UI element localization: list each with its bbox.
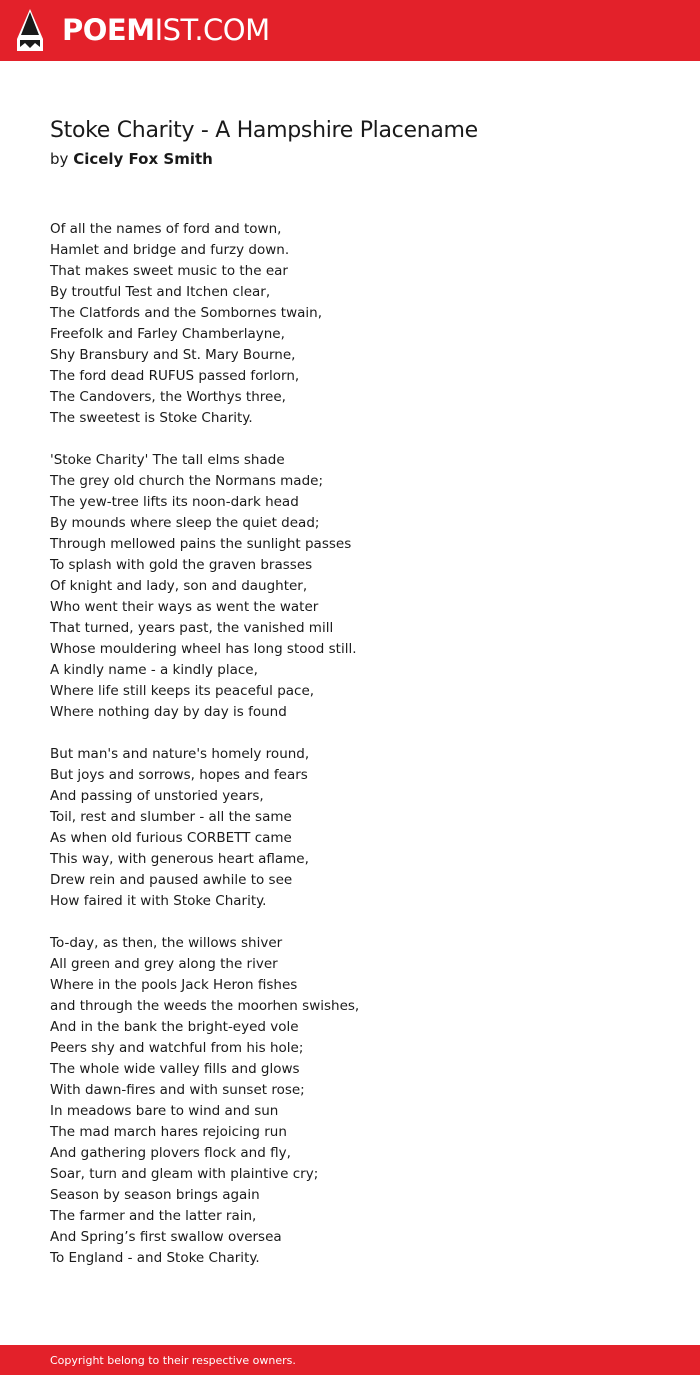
poem-line: The whole wide valley fills and glows [50, 1061, 300, 1077]
poem-line: To splash with gold the graven brasses [50, 557, 313, 573]
poem-line: To England - and Stoke Charity. [50, 1250, 260, 1266]
poem-line: Peers shy and watchful from his hole; [50, 1040, 304, 1056]
poem-line: That turned, years past, the vanished mill [50, 620, 334, 636]
poem-line: By troutful Test and Itchen clear, [50, 284, 271, 300]
poem-line: The sweetest is Stoke Charity. [50, 410, 253, 426]
poem-line: Of all the names of ford and town, [50, 221, 282, 237]
poem-line: All green and grey along the river [50, 956, 278, 972]
poem-body [50, 219, 650, 1269]
poem-line: By mounds where sleep the quiet dead; [50, 515, 320, 531]
poem-line: A kindly name - a kindly place, [50, 662, 258, 678]
byline [50, 148, 213, 170]
poem-line: Soar, turn and gleam with plaintive cry; [50, 1166, 319, 1182]
poem-line: Where nothing day by day is found [50, 704, 287, 720]
poem-line: With dawn-fires and with sunset rose; [50, 1082, 305, 1098]
poem-line: In meadows bare to wind and sun [50, 1103, 279, 1119]
poem-line: How faired it with Stoke Charity. [50, 893, 267, 909]
poem-line: And passing of unstoried years, [50, 788, 264, 804]
poem-line: That makes sweet music to the ear [50, 263, 288, 279]
poem-line: And Spring’s first swallow oversea [50, 1229, 282, 1245]
poem-line: Who went their ways as went the water [50, 599, 319, 615]
poem-line: Through mellowed pains the sunlight passes [50, 536, 352, 552]
site-logo[interactable] [62, 12, 270, 48]
stanza-gap [50, 429, 650, 450]
author-name: Cicely Fox Smith [73, 150, 213, 168]
stanza-gap [50, 912, 650, 933]
poem-line: The yew-tree lifts its noon-dark head [50, 494, 299, 510]
poem-line: and through the weeds the moorhen swishes, [50, 998, 360, 1014]
poem-line: The ford dead RUFUS passed forlorn, [50, 368, 300, 384]
poem-line: The Clatfords and the Sombornes twain, [50, 305, 323, 321]
poem-line: Where life still keeps its peaceful pace, [50, 683, 315, 699]
poem-line: As when old furious CORBETT came [50, 830, 292, 846]
by-label: by [50, 150, 69, 168]
poem-line: To-day, as then, the willows shiver [50, 935, 283, 951]
poem-line: The farmer and the latter rain, [50, 1208, 257, 1224]
poem-line: Toil, rest and slumber - all the same [50, 809, 292, 825]
poem-line: Hamlet and bridge and furzy down. [50, 242, 290, 258]
poem-line: The grey old church the Normans made; [50, 473, 324, 489]
poem-title: Stoke Charity - A Hampshire Placename [50, 118, 478, 143]
poem-line: Where in the pools Jack Heron fishes [50, 977, 298, 993]
logo-light-text: IST.COM [154, 13, 270, 47]
poem-line: The mad march hares rejoicing run [50, 1124, 287, 1140]
poem-line: This way, with generous heart aflame, [50, 851, 309, 867]
site-footer [0, 1345, 700, 1375]
poem-line: 'Stoke Charity' The tall elms shade [50, 452, 285, 468]
site-header [0, 0, 700, 61]
poem-line: Shy Bransbury and St. Mary Bourne, [50, 347, 296, 363]
poem-line: But joys and sorrows, hopes and fears [50, 767, 308, 783]
poem-line: And gathering plovers flock and fly, [50, 1145, 291, 1161]
poem-line: Whose mouldering wheel has long stood still. [50, 641, 357, 657]
poem-line: Season by season brings again [50, 1187, 260, 1203]
copyright-text: Copyright belong to their respective owners. [50, 1354, 296, 1367]
poem-line: Drew rein and paused awhile to see [50, 872, 293, 888]
poem-line: Of knight and lady, son and daughter, [50, 578, 308, 594]
stanza-gap [50, 723, 650, 744]
logo-bold-text: POEM [62, 13, 155, 47]
poem-line: But man's and nature's homely round, [50, 746, 310, 762]
pencil-logo-icon[interactable] [17, 9, 43, 51]
poem-line: The Candovers, the Worthys three, [50, 389, 286, 405]
poem-line: And in the bank the bright-eyed vole [50, 1019, 299, 1035]
poem-line: Freefolk and Farley Chamberlayne, [50, 326, 285, 342]
